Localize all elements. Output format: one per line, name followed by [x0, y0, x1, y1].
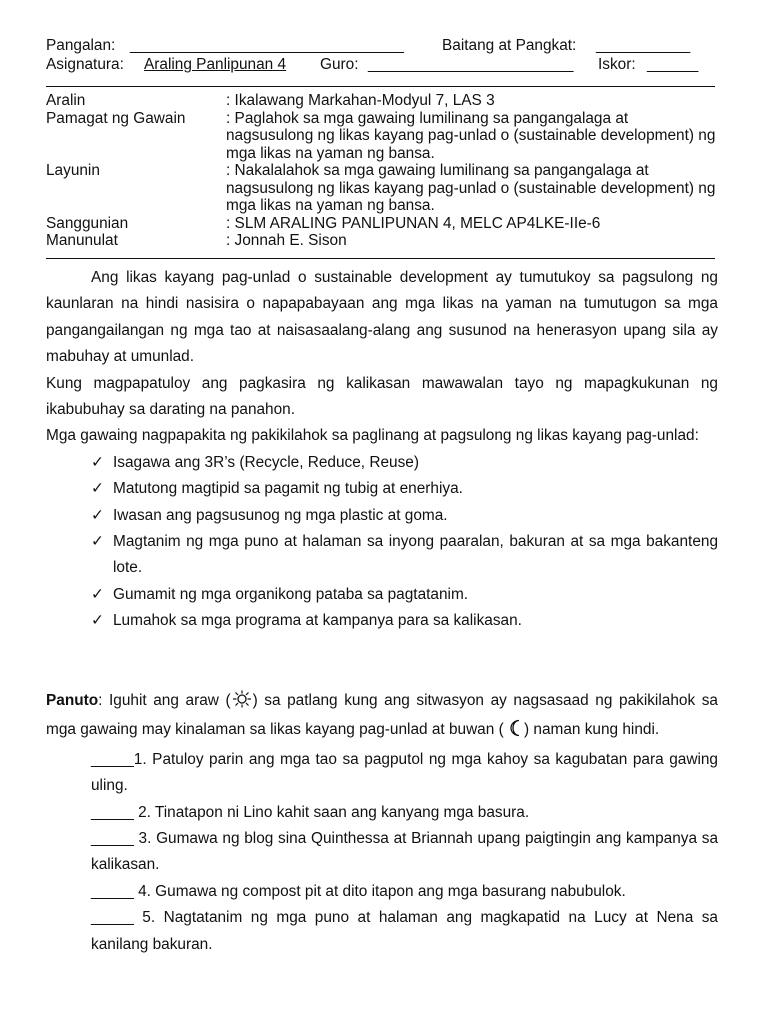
- info-value: : Ikalawang Markahan-Modyul 7, LAS 3: [226, 92, 495, 109]
- checklist-item: ✓ Iwasan ang pagsusunog ng mga plastic at goma.: [91, 503, 718, 529]
- worksheet-header: [46, 36, 718, 74]
- check-icon: ✓: [91, 506, 104, 524]
- info-value: : Nakalalahok sa mga gawaing lumilinang sa pangangalaga at nagsusulong ng likas kayang pag-unlad o (sustainable development) ng mga likas na yaman ng bansa.: [226, 162, 716, 214]
- check-icon: ✓: [91, 612, 104, 630]
- info-key: Sanggunian: [46, 214, 129, 232]
- info-row: [46, 162, 718, 215]
- paragraph: Ang likas kayang pag-unlad o sustainable development ay tumutukoy sa pagsulong ng kaunlaran na hindi nasisira o napapabayaan ang mga likas na yaman na tumutugon sa mga pangangailangan ng mga tao at naisasaalang-alang ang susunod na henerasyon upang sila ay mabuhay at umunlad.: [46, 269, 718, 366]
- header-divider: [46, 86, 715, 87]
- check-icon: ✓: [91, 585, 104, 603]
- info-value: : SLM ARALING PANLIPUNAN 4, MELC AP4LKE-IIe-6: [226, 214, 601, 232]
- exercise-item[interactable]: _____ 4. Gumawa ng compost pit at dito itapon ang mga basurang nabubulok.: [91, 882, 626, 900]
- teacher-blank[interactable]: ________________________: [368, 56, 574, 73]
- lesson-body: [46, 265, 718, 635]
- info-key: Manunulat: [46, 232, 118, 249]
- lesson-info: [46, 92, 718, 250]
- info-row: [46, 110, 718, 163]
- header-line-1: [46, 36, 718, 55]
- exercise-item[interactable]: _____1. Patuloy parin ang mga tao sa pagputol ng mga kahoy sa kagubatan para gawing uling.: [91, 750, 718, 795]
- info-value: : Jonnah E. Sison: [226, 232, 347, 249]
- check-icon: ✓: [91, 453, 104, 471]
- activity-checklist: [46, 450, 718, 635]
- grade-blank[interactable]: ___________: [596, 37, 691, 54]
- check-icon: ✓: [91, 480, 104, 498]
- checklist-item: ✓ Matutong magtipid sa pagamit ng tubig at enerhiya.: [91, 476, 718, 502]
- sun-icon: [231, 690, 253, 717]
- paragraph: Mga gawaing nagpapakita ng pakikilahok sa paglinang at pagsulong ng likas kayang pag-unlad:: [46, 427, 699, 445]
- info-value: : Paglahok sa mga gawaing lumilinang sa pangangalaga at nagsusulong ng likas kayang pag-unlad o (sustainable development) ng mga likas na yaman ng bansa.: [226, 109, 716, 162]
- directions-text: Panuto: Iguhit ang araw ( ) sa patlang kung ang sitwasyon ay nagsasaad ng pakikilahok sa mga gawaing may kinalaman sa likas kayang pag-unlad at buwan ( ) naman kung hindi.: [46, 688, 718, 747]
- checklist-item: ✓ Isagawa ang 3R’s (Recycle, Reduce, Reuse): [91, 450, 718, 476]
- paragraph: Kung magpapatuloy ang pagkasira ng kalikasan mawawalan tayo ng mapagkukunan ng ikabubuhay sa darating na panahon.: [46, 374, 718, 419]
- checklist-item: ✓ Magtanim ng mga puno at halaman sa inyong paaralan, bakuran at sa mga bakanteng lote.: [91, 529, 718, 582]
- subject-label: Asignatura:: [46, 56, 129, 73]
- info-row: [46, 215, 718, 233]
- check-icon: ✓: [91, 533, 104, 551]
- grade-label: Baitang at Pangkat:: [442, 37, 577, 54]
- info-key: Aralin: [46, 92, 86, 109]
- exercise-item[interactable]: _____ 2. Tinatapon ni Lino kahit saan ang kanyang mga basura.: [91, 803, 530, 821]
- name-label: Pangalan:: [46, 37, 120, 54]
- info-divider: [46, 258, 715, 259]
- score-label: Iskor:: [598, 56, 640, 73]
- moon-icon: [508, 719, 524, 746]
- checklist-item: ✓ Lumahok sa mga programa at kampanya para sa kalikasan.: [91, 608, 718, 634]
- directions-section: [46, 688, 718, 958]
- info-row: [46, 92, 718, 110]
- exercise-item[interactable]: _____ 5. Nagtatanim ng mga puno at halaman ang magkapatid na Lucy at Nena sa kanilang bakuran.: [91, 909, 718, 953]
- score-blank[interactable]: ______: [647, 56, 699, 73]
- subject-value: Araling Panlipunan 4: [144, 56, 287, 73]
- info-row: [46, 232, 718, 250]
- directions-label: Panuto: [46, 692, 99, 709]
- info-key: Layunin: [46, 162, 100, 179]
- teacher-label: Guro:: [320, 56, 363, 73]
- exercise-item[interactable]: _____ 3. Gumawa ng blog sina Quinthessa at Briannah upang paigtingin ang kampanya sa kalikasan.: [91, 830, 718, 874]
- name-blank[interactable]: ________________________________: [130, 37, 404, 54]
- exercise-items: [46, 747, 718, 958]
- checklist-item: ✓ Gumamit ng mga organikong pataba sa pagtatanim.: [91, 582, 718, 608]
- header-line-2: [46, 55, 718, 74]
- info-key: Pamagat ng Gawain: [46, 109, 186, 127]
